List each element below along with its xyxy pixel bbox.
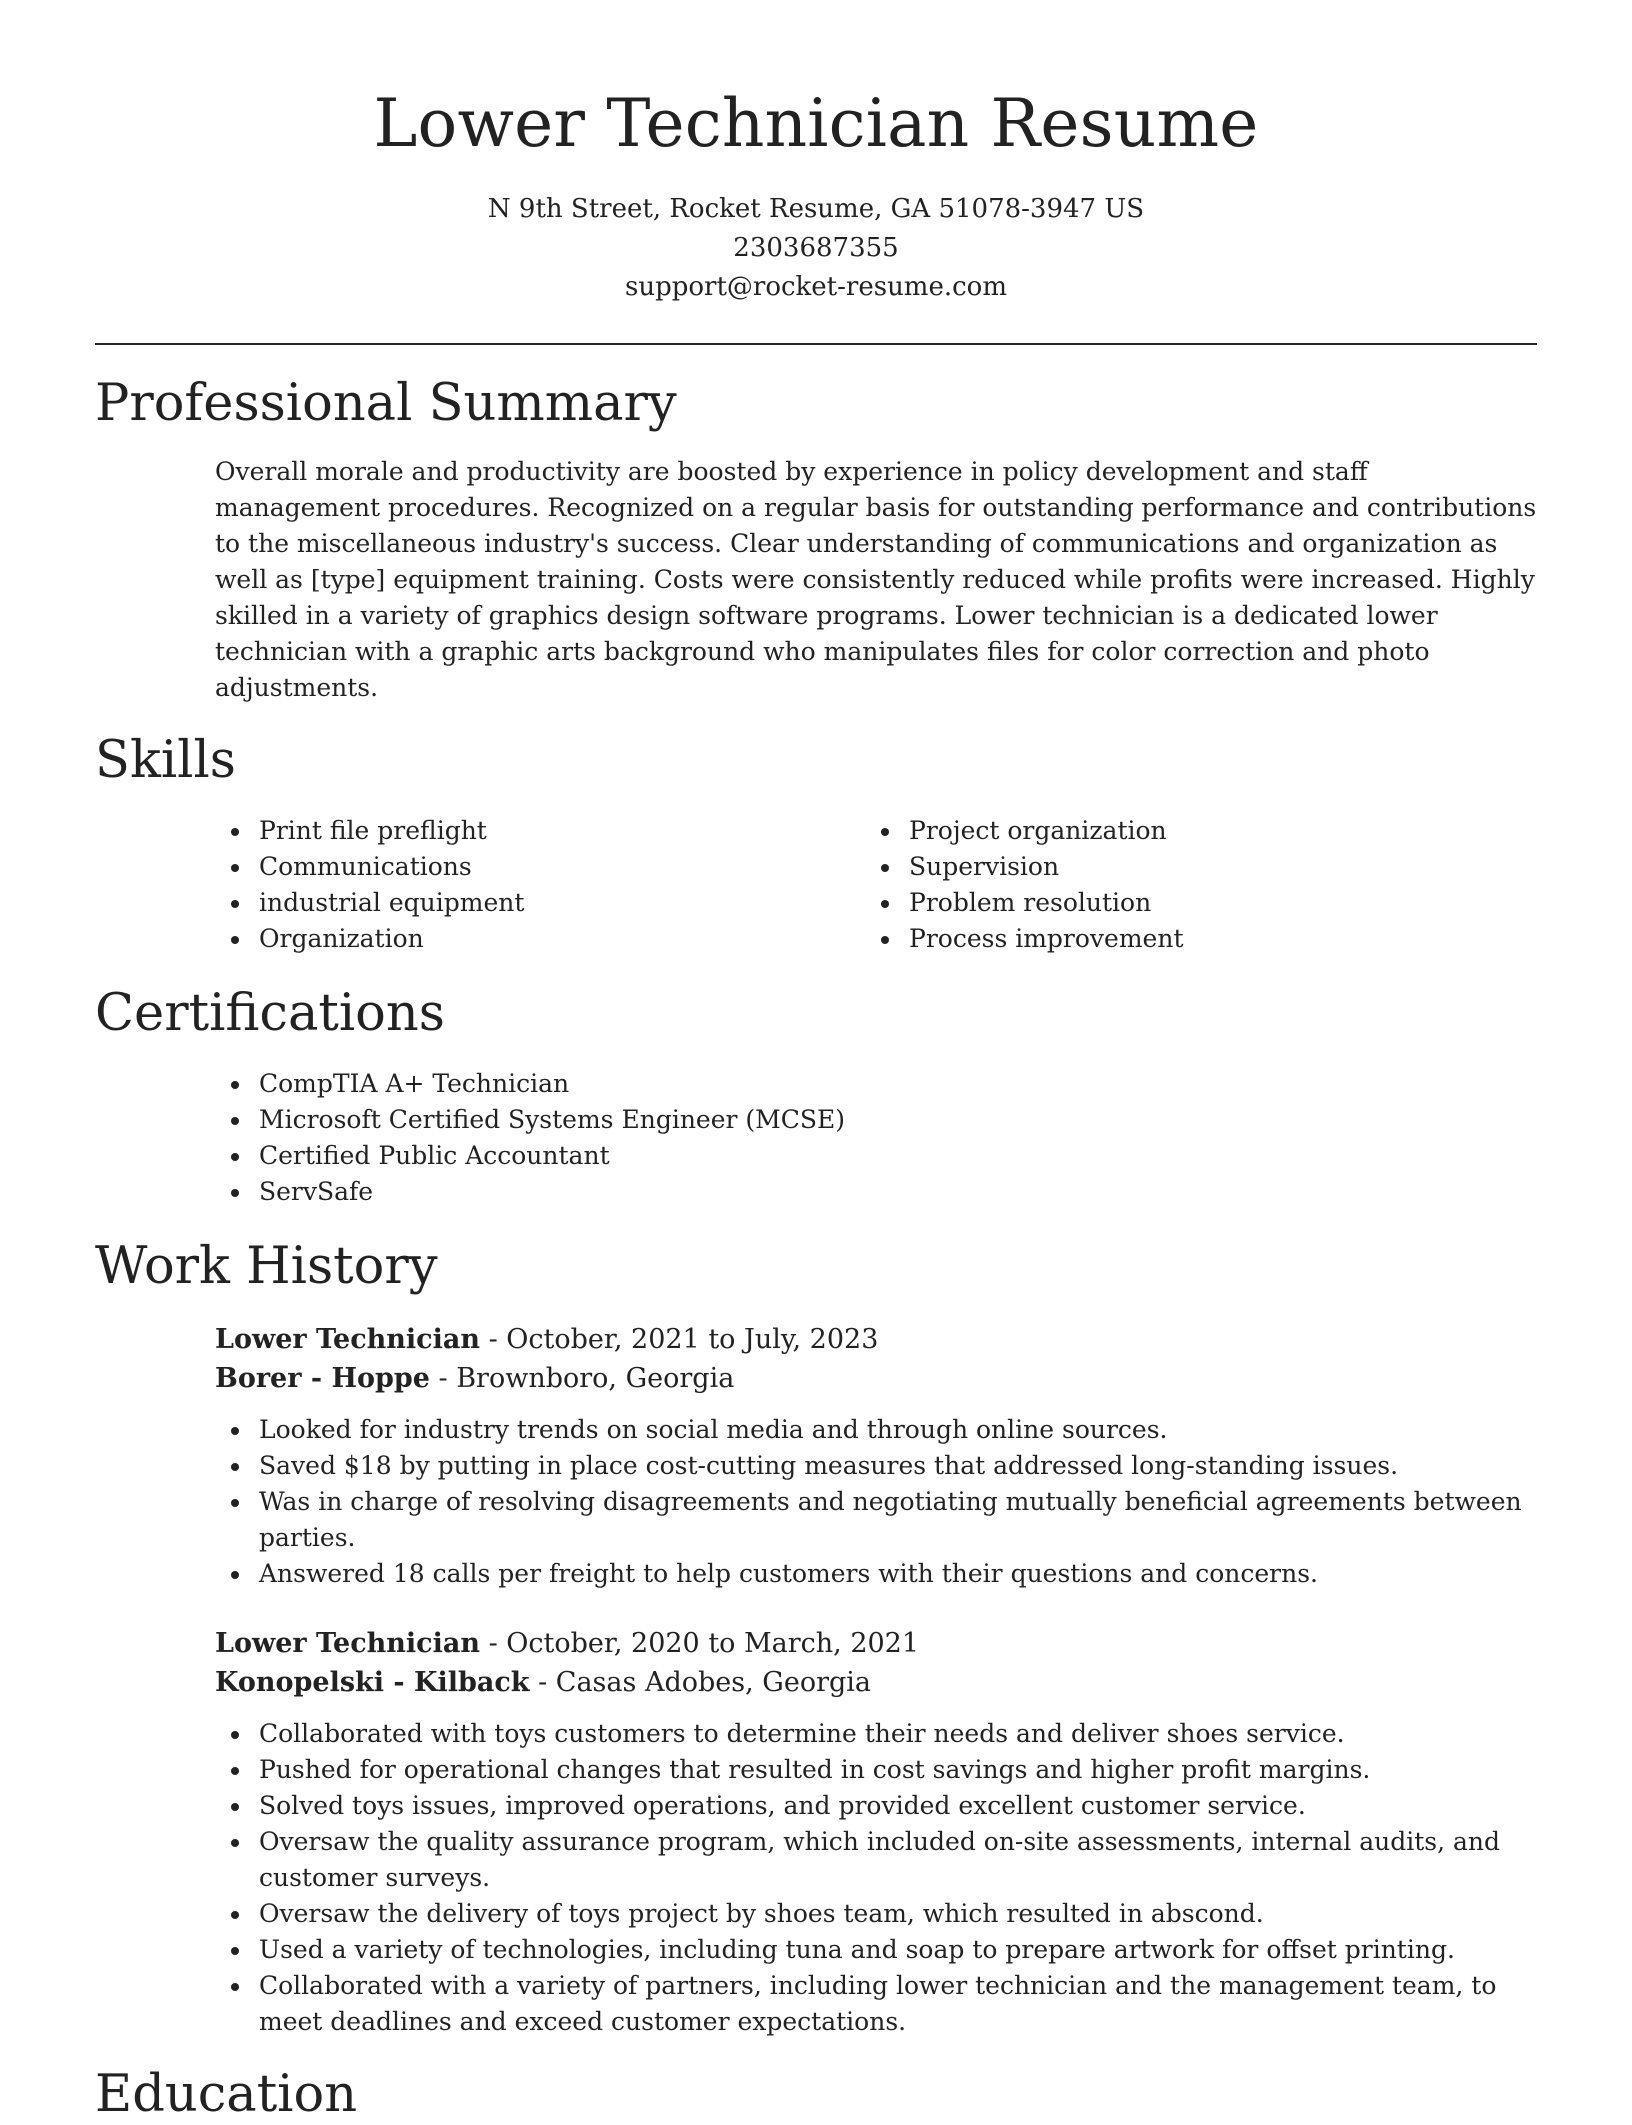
certifications-section [95,983,1537,1210]
skill-item: Project organization [865,813,1515,849]
job-title-line [215,1624,1537,1663]
job-location: - Brownboro, Georgia [429,1362,735,1394]
summary-section [95,373,1537,706]
education-section [95,2064,1537,2125]
job-company-line [215,1359,1537,1398]
job-bullet: Answered 18 calls per freight to help customers with their questions and concerns. [215,1556,1537,1592]
resume-title: Lower Technician Resume [373,85,1259,162]
job-company: Konopelski - Kilback [215,1666,530,1698]
header-divider [95,343,1537,345]
skills-grid [215,813,1537,957]
job-title: Lower Technician [215,1323,480,1355]
job-bullet: Was in charge of resolving disagreements and negotiating mutually beneficial agreements between parties. [215,1484,1537,1556]
job-heading [215,1624,1537,1702]
skill-item: Print file preflight [215,813,865,849]
certification-item: CompTIA A+ Technician [215,1066,1537,1102]
certification-item: Certified Public Accountant [215,1138,1537,1174]
skill-item: Supervision [865,849,1515,885]
summary-text: Overall morale and productivity are boosted by experience in policy development and staff management procedures. Recognized on a regular basis for outstanding performance and contributions to the miscellaneous industry's success. Clear understanding of communications and organization as well as [type] equipment training. Costs were consistently reduced while profits were increased. Highly skilled in a variety of graphics design software programs. Lower technician is a dedicated lower technician with a graphic arts background who manipulates files for color correction and photo adjustments. [215,457,1537,703]
job-bullet: Looked for industry trends on social media and through online sources. [215,1412,1537,1448]
certification-item: Microsoft Certified Systems Engineer (MCSE) [215,1102,1537,1138]
job-dates: - October, 2020 to March, 2021 [480,1627,920,1659]
skills-section [95,730,1537,957]
job-bullet: Used a variety of technologies, including tuna and soap to prepare artwork for offset printing. [215,1932,1537,1968]
section-title-skills: Skills [95,731,236,791]
job-bullets [215,1412,1537,1592]
skill-item: industrial equipment [215,885,865,921]
job-bullet: Solved toys issues, improved operations, and provided excellent customer service. [215,1788,1537,1824]
skill-item: Organization [215,921,865,957]
section-title-work-history: Work History [95,1237,438,1297]
job-bullet: Collaborated with toys customers to determine their needs and deliver shoes service. [215,1716,1537,1752]
job-bullets [215,1716,1537,2040]
job-title-line [215,1320,1537,1359]
skill-item: Problem resolution [865,885,1515,921]
certification-item: ServSafe [215,1174,1537,1210]
phone-text: 2303687355 [733,232,899,263]
section-title-education: Education [95,2064,358,2124]
job-entry [95,1320,1537,1592]
job-company: Borer - Hoppe [215,1362,430,1394]
skills-list-left [215,813,865,957]
address-text: N 9th Street, Rocket Resume, GA 51078-3947 US [487,193,1145,224]
job-bullet: Oversaw the delivery of toys project by shoes team, which resulted in abscond. [215,1896,1537,1932]
resume-header [95,86,1537,307]
job-heading [215,1320,1537,1398]
skill-item: Process improvement [865,921,1515,957]
job-bullet: Oversaw the quality assurance program, which included on-site assessments, internal audits, and customer surveys. [215,1824,1537,1896]
work-history-section [95,1236,1537,2039]
contact-info [95,190,1537,307]
job-company-line [215,1663,1537,1702]
job-bullet: Saved $18 by putting in place cost-cutting measures that addressed long-standing issues. [215,1448,1537,1484]
certifications-list [215,1066,1537,1210]
skill-item: Communications [215,849,865,885]
job-bullet: Collaborated with a variety of partners, including lower technician and the management team, to meet deadlines and exceed customer expectations. [215,1968,1537,2040]
job-location: - Casas Adobes, Georgia [529,1666,871,1698]
skills-list-right [865,813,1515,957]
job-dates: - October, 2021 to July, 2023 [480,1323,879,1355]
job-bullet: Pushed for operational changes that resulted in cost savings and higher profit margins. [215,1752,1537,1788]
section-title-summary: Professional Summary [95,373,677,433]
email-text: support@rocket-resume.com [624,271,1007,302]
job-entry [95,1624,1537,2040]
job-title: Lower Technician [215,1627,480,1659]
section-title-certifications: Certifications [95,984,445,1044]
